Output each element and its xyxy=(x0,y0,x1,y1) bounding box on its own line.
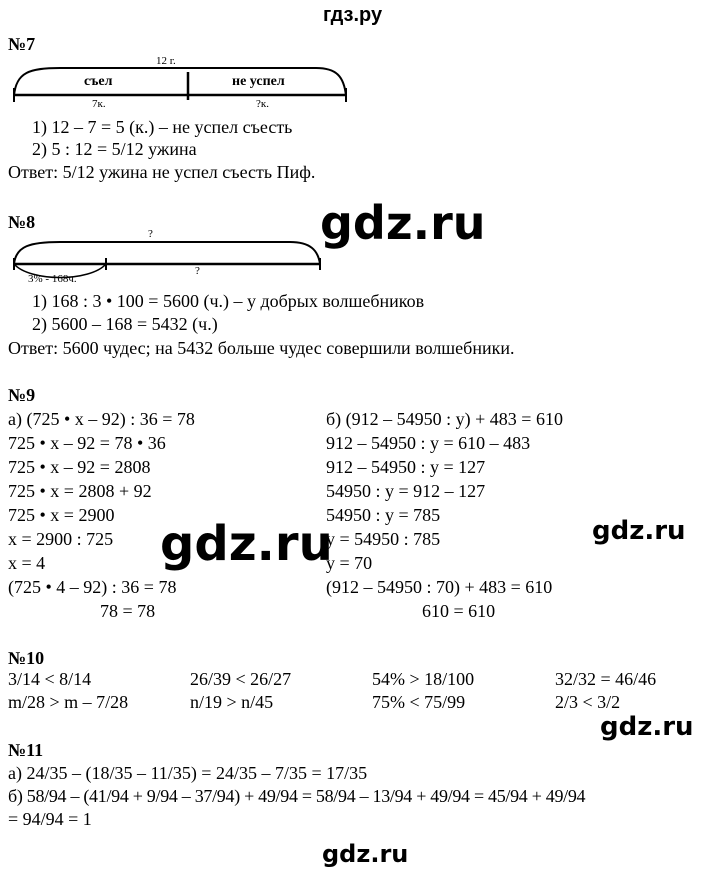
task7-step-2: 2) 5 : 12 = 5/12 ужина xyxy=(32,139,197,159)
task9-b-line-8: (912 – 54950 : 70) + 483 = 610 xyxy=(326,577,553,597)
task10-r1-c3: 54% > 18/100 xyxy=(372,669,475,689)
task11-line-3: = 94/94 = 1 xyxy=(8,809,92,829)
task7-left-bottom-label: 7к. xyxy=(92,98,106,110)
task9-a-line-2: 725 • x – 92 = 78 • 36 xyxy=(8,433,166,453)
task9-b-line-6: y = 54950 : 785 xyxy=(326,529,441,549)
task9-a-line-8: (725 • 4 – 92) : 36 = 78 xyxy=(8,577,177,597)
task10-r1-c4: 32/32 = 46/46 xyxy=(555,669,657,689)
task9-a-line-3: 725 • x – 92 = 2808 xyxy=(8,457,151,477)
task10-r2-c1: m/28 > m – 7/28 xyxy=(8,692,129,712)
task11-number: №11 xyxy=(8,740,44,760)
task9-b-line-7: y = 70 xyxy=(326,553,373,573)
task9-a-line-7: x = 4 xyxy=(8,553,46,573)
task10-r1-c1: 3/14 < 8/14 xyxy=(8,669,92,689)
watermark: gdz.ru xyxy=(592,516,686,546)
task7-right-bottom-label: ?к. xyxy=(256,98,269,110)
task9-b-line-3: 912 – 54950 : y = 127 xyxy=(326,457,486,477)
task9-a-line-1: а) (725 • x – 92) : 36 = 78 xyxy=(8,409,195,429)
task7-answer: Ответ: 5/12 ужина не успел съесть Пиф. xyxy=(8,162,316,182)
task9-a-line-4: 725 • x = 2808 + 92 xyxy=(8,481,152,501)
task7-number: №7 xyxy=(8,34,36,54)
watermark: gdz.ru xyxy=(320,196,486,250)
task8-left-label: 3% - 168ч. xyxy=(28,273,77,285)
task9-a-line-9: 78 = 78 xyxy=(100,601,156,621)
task9-b-line-4: 54950 : y = 912 – 127 xyxy=(326,481,486,501)
task10-r2-c4: 2/3 < 3/2 xyxy=(555,692,621,712)
watermark: gdz.ru xyxy=(600,712,694,742)
task7-total-label: 12 г. xyxy=(156,55,176,67)
task10-r1-c2: 26/39 < 26/27 xyxy=(190,669,292,689)
task9-b-line-2: 912 – 54950 : y = 610 – 483 xyxy=(326,433,531,453)
task9-b-line-1: б) (912 – 54950 : y) + 483 = 610 xyxy=(326,409,563,429)
task8-right-label: ? xyxy=(195,265,200,277)
task7-step-1: 1) 12 – 7 = 5 (к.) – не успел съесть xyxy=(32,117,293,137)
watermark: gdz.ru xyxy=(322,840,409,868)
task8-step-2: 2) 5600 – 168 = 5432 (ч.) xyxy=(32,314,218,334)
task8-diagram xyxy=(0,0,720,300)
task9-a-line-5: 725 • x = 2900 xyxy=(8,505,115,525)
site-header: гдз.ру xyxy=(323,4,383,26)
task9-number: №9 xyxy=(8,385,36,405)
task9-b-line-9: 610 = 610 xyxy=(422,601,496,621)
task8-answer: Ответ: 5600 чудес; на 5432 больше чудес совершили волшебники. xyxy=(8,338,515,358)
watermark: gdz.ru xyxy=(160,516,333,572)
task11-line-2: б) 58/94 – (41/94 + 9/94 – 37/94) + 49/94 = 58/94 – 13/94 + 49/94 = 45/94 + 49/94 xyxy=(8,786,586,806)
task10-r2-c3: 75% < 75/99 xyxy=(372,692,466,712)
task8-step-1: 1) 168 : 3 • 100 = 5600 (ч.) – у добрых волшебников xyxy=(32,291,425,311)
task10-number: №10 xyxy=(8,648,45,668)
task8-total-label: ? xyxy=(148,228,153,240)
task9-a-line-6: x = 2900 : 725 xyxy=(8,529,114,549)
task9-b-line-5: 54950 : y = 785 xyxy=(326,505,441,525)
task10-r2-c2: n/19 > n/45 xyxy=(190,692,274,712)
task11-line-1: а) 24/35 – (18/35 – 11/35) = 24/35 – 7/35 = 17/35 xyxy=(8,763,368,783)
task7-right-label: не успел xyxy=(232,74,285,89)
task7-left-label: съел xyxy=(84,74,113,89)
task8-number: №8 xyxy=(8,212,36,232)
